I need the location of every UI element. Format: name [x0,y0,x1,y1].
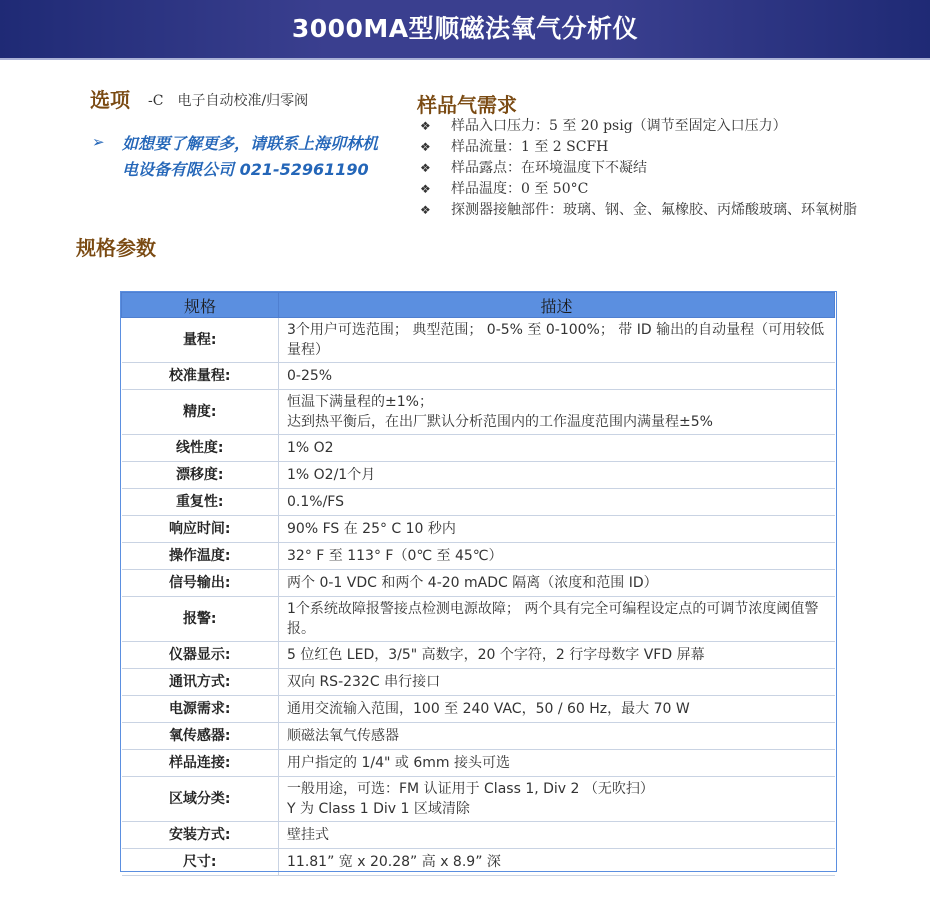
sample-requirement-item [418,200,878,221]
table-row [122,462,835,489]
table-row [122,723,835,750]
sample-requirements-list [418,116,878,221]
sample-requirement-text: 样品入口压力：5 至 20 psig（调节至固定入口压力） [451,118,787,134]
table-row [122,363,835,390]
spec-label: 响应时间: [122,516,279,543]
diamond-bullet-icon: ❖ [420,182,431,196]
spec-label: 样品连接: [122,750,279,777]
table-row [122,849,835,876]
specs-heading: 规格参数 [76,236,156,260]
spec-label: 区域分类: [122,777,279,822]
options-heading: 选项 [90,88,130,112]
table-row [122,543,835,570]
table-row [122,570,835,597]
table-row [122,597,835,642]
spec-label: 线性度: [122,435,279,462]
spec-label: 电源需求: [122,696,279,723]
spec-label: 量程: [122,318,279,363]
spec-table [121,292,835,876]
table-row [122,669,835,696]
diamond-bullet-icon: ❖ [420,161,431,175]
spec-value: 0-25% [279,363,835,390]
sample-requirement-text: 样品温度：0 至 50°C [451,181,589,197]
table-row [122,318,835,363]
column-header-description: 描述 [279,293,835,318]
spec-label: 重复性: [122,489,279,516]
sample-requirement-text: 样品露点：在环境温度下不凝结 [451,160,647,176]
spec-label: 操作温度: [122,543,279,570]
table-row [122,822,835,849]
table-row [122,390,835,435]
table-row [122,642,835,669]
spec-label: 校准量程: [122,363,279,390]
sample-requirement-text: 样品流量：1 至 2 SCFH [451,139,609,155]
spec-label: 尺寸: [122,849,279,876]
column-header-spec: 规格 [122,293,279,318]
spec-label: 通讯方式: [122,669,279,696]
arrow-bullet-icon: ➢ [92,133,105,151]
table-row [122,516,835,543]
spec-label: 信号输出: [122,570,279,597]
spec-value: 90% FS 在 25° C 10 秒内 [279,516,835,543]
sample-requirement-item [418,137,878,158]
spec-value: 1个系统故障报警接点检测电源故障； 两个具有完全可编程设定点的可调节浓度阈值警报。 [279,597,835,642]
spec-value: 1% O2 [279,435,835,462]
options-text: -C 电子自动校准/归零阀 [148,93,309,109]
sample-requirement-text: 探测器接触部件：玻璃、钢、金、氟橡胶、丙烯酸玻璃、环氧树脂 [451,202,857,218]
spec-label: 漂移度: [122,462,279,489]
diamond-bullet-icon: ❖ [420,203,431,217]
spec-value: 恒温下满量程的±1%； 达到热平衡后，在出厂默认分析范围内的工作温度范围内满量程±5% [279,390,835,435]
sample-heading: 样品气需求 [417,93,517,117]
spec-value: 11.81” 宽 x 20.28” 高 x 8.9” 深 [279,849,835,876]
page-title: 3000MA型顺磁法氧气分析仪 [291,14,639,43]
sample-requirement-item [418,158,878,179]
spec-value: 32° F 至 113° F（0℃ 至 45℃） [279,543,835,570]
diamond-bullet-icon: ❖ [420,119,431,133]
spec-label: 安装方式: [122,822,279,849]
sample-requirement-item [418,179,878,200]
table-row [122,777,835,822]
spec-label: 报警: [122,597,279,642]
spec-value: 双向 RS-232C 串行接口 [279,669,835,696]
sample-requirement-item [418,116,878,137]
spec-value: 0.1%/FS [279,489,835,516]
spec-label: 仪器显示: [122,642,279,669]
spec-value: 通用交流输入范围，100 至 240 VAC，50 / 60 Hz，最大 70 W [279,696,835,723]
table-row [122,750,835,777]
spec-label: 精度: [122,390,279,435]
spec-value: 用户指定的 1/4" 或 6mm 接头可选 [279,750,835,777]
title-banner [0,0,930,60]
spec-value: 一般用途，可选：FM 认证用于 Class 1, Div 2 （无吹扫） Y 为 Class 1 Div 1 区域清除 [279,777,835,822]
spec-value: 1% O2/1个月 [279,462,835,489]
spec-value: 两个 0-1 VDC 和两个 4-20 mADC 隔离（浓度和范围 ID） [279,570,835,597]
diamond-bullet-icon: ❖ [420,140,431,154]
table-row [122,435,835,462]
table-row [122,696,835,723]
contact-text: 如想要了解更多，请联系上海卯林机电设备有限公司 021-52961190 [122,134,379,179]
spec-value: 5 位红色 LED，3/5" 高数字，20 个字符，2 行字母数字 VFD 屏幕 [279,642,835,669]
spec-value: 3个用户可选范围； 典型范围； 0-5% 至 0-100%； 带 ID 输出的自动量程（可用较低量程） [279,318,835,363]
table-row [122,489,835,516]
spec-label: 氧传感器: [122,723,279,750]
spec-value: 顺磁法氧气传感器 [279,723,835,750]
spec-value: 壁挂式 [279,822,835,849]
